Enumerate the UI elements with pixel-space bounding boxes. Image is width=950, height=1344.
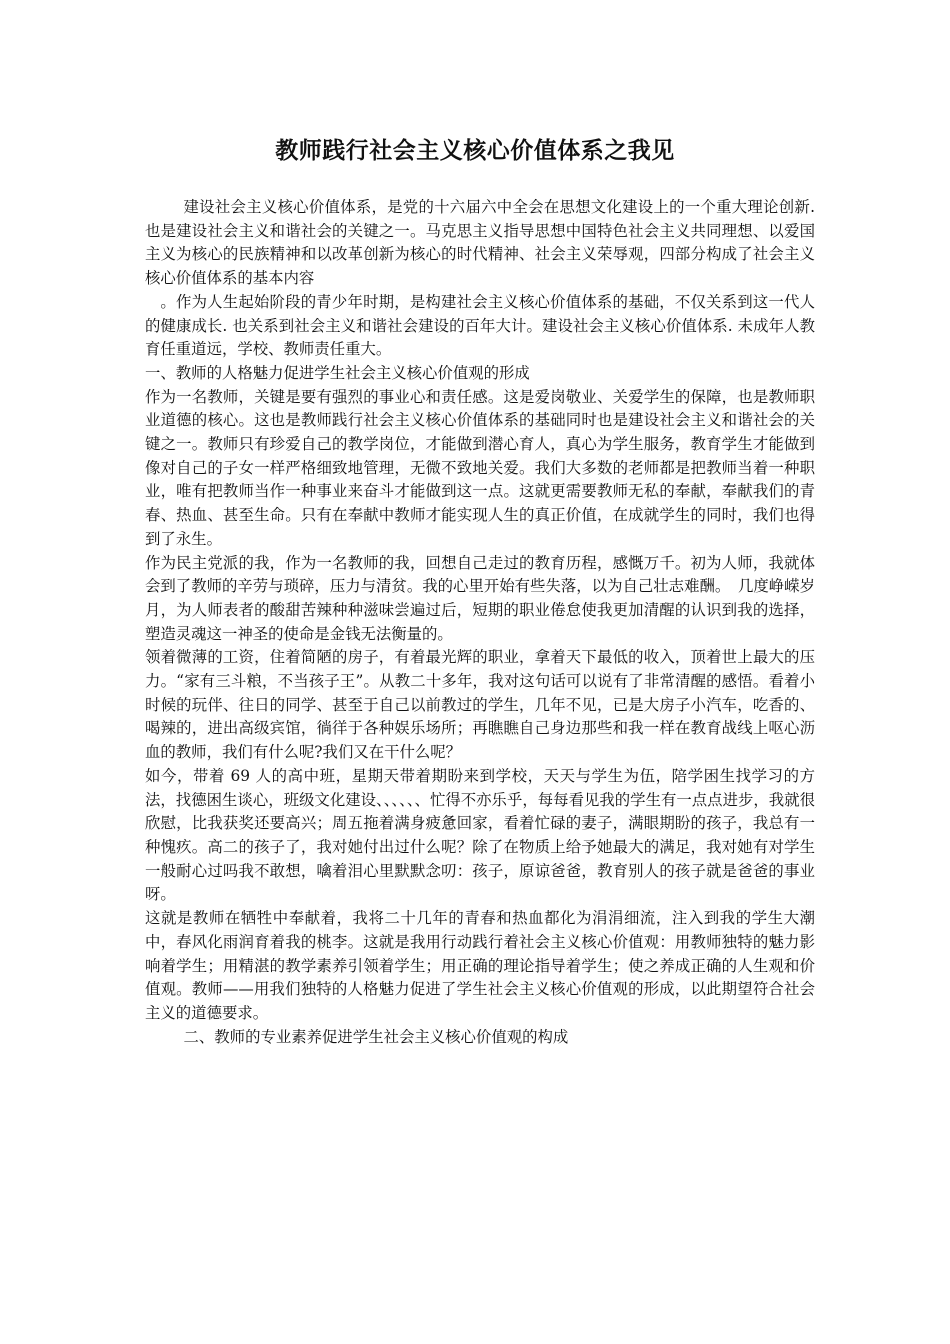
section-heading-1: 一、教师的人格魅力促进学生社会主义核心价值观的形成: [145, 363, 530, 382]
paragraph-present-day: 如今，带着 69 人的高中班，星期天带着期盼来到学校，天天与学生为伍，陪学困生找学习的方法，找德困生谈心，班级文化建设、、、、、、忙得不亦乐乎，每每看见我的学生有一点点进步，我就很欣慰，比我获奖还要高兴；周五拖着满身疲惫回家，看着忙碌的妻子，满眼期盼的孩子，我总有一种愧疚。高二的孩子了，我对她付出过什么呢？除了在物质上给予她最大的满足，我对她有对学生一般耐心过吗我不敢想，噙着泪心里默默念叨：孩子，原谅爸爸，教育别人的孩子就是爸爸的事业呀。: [145, 766, 815, 904]
document-title: 教师践行社会主义核心价值体系之我见: [275, 137, 675, 164]
section-heading-2: 二、教师的专业素养促进学生社会主义核心价值观的构成: [183, 1027, 569, 1046]
paragraph-hardship: 领着微薄的工资，住着简陋的房子，有着最光辉的职业，拿着天下最低的收入，顶着世上最大的压力。“家有三斗粮，不当孩子王”。从教二十多年，我对这句话可以说有了非常清醒的感悟。看着小时候的玩伴、往日的同学、甚至于自己以前教过的学生，几年不见，已是大房子小汽车，吃香的、喝辣的，进出高级宾馆，徜徉于各种娱乐场所；再瞧瞧自己身边那些和我一样在教育战线上呕心沥血的教师，我们有什么呢?我们又在干什么呢？: [145, 648, 815, 762]
paragraph-personal-history: 作为民主党派的我，作为一名教师的我，回想自己走过的教育历程，感慨万千。初为人师，我就体会到了教师的辛劳与琐碎，压力与清贫。我的心里开始有些失落，以为自己壮志难酬。 几度峥嵘岁月，为人师表者的酸甜苦辣种种滋味尝遍过后，短期的职业倦怠使我更加清醒的认识到我的选择，塑造灵魂这一神圣的使命是金钱无法衡量的。: [145, 553, 815, 643]
paragraph-teacher-responsibility: 作为一名教师，关键是要有强烈的事业心和责任感。这是爱岗敬业、关爱学生的保障，也是教师职业道德的核心。这也是教师践行社会主义核心价值体系的基础同时也是建设社会主义和谐社会的关键之一。教师只有珍爱自己的教学岗位，才能做到潜心育人，真心为学生服务，教育学生才能做到像对自己的子女一样严格细致地管理，无微不致地关爱。我们大多数的老师都是把教师当着一种职业，唯有把教师当作一种事业来奋斗才能做到这一点。这就更需要教师无私的奉献，奉献我们的青春、热血、甚至生命。只有在奉献中教师才能实现人生的真正价值，在成就学生的同时，我们也得到了永生。: [145, 387, 815, 548]
paragraph-intro: 建设社会主义核心价值体系，是党的十六届六中全会在思想文化建设上的一个重大理论创新. 也是建设社会主义和谐社会的关键之一。马克思主义指导思想中国特色社会主义共同理想、以爱国主义为核心的民族精神和以改革创新为核心的时代精神、社会主义荣辱观，四部分构成了社会主义核心价值体系的基本内容: [145, 198, 815, 288]
paragraph-dedication: 这就是教师在牺牲中奉献着，我将二十几年的青春和热血都化为涓涓细流，注入到我的学生大潮中，春风化雨润育着我的桃李。这就是我用行动践行着社会主义核心价值观：用教师独特的魅力影响着学生；用精湛的教学素养引领着学生；用正确的理论指导着学生；使之养成正确的人生观和价值观。教师——用我们独特的人格魅力促进了学生社会主义核心价值观的形成，以此期望符合社会主义的道德要求。: [145, 909, 815, 1022]
document-body: [145, 196, 815, 1049]
paragraph-intro-continued: 。作为人生起始阶段的青少年时期，是构建社会主义核心价值体系的基础，不仅关系到这一代人的健康成长. 也关系到社会主义和谐社会建设的百年大计。建设社会主义核心价值体系. 未成年人教育任重道远，学校、教师责任重大。: [145, 292, 815, 359]
